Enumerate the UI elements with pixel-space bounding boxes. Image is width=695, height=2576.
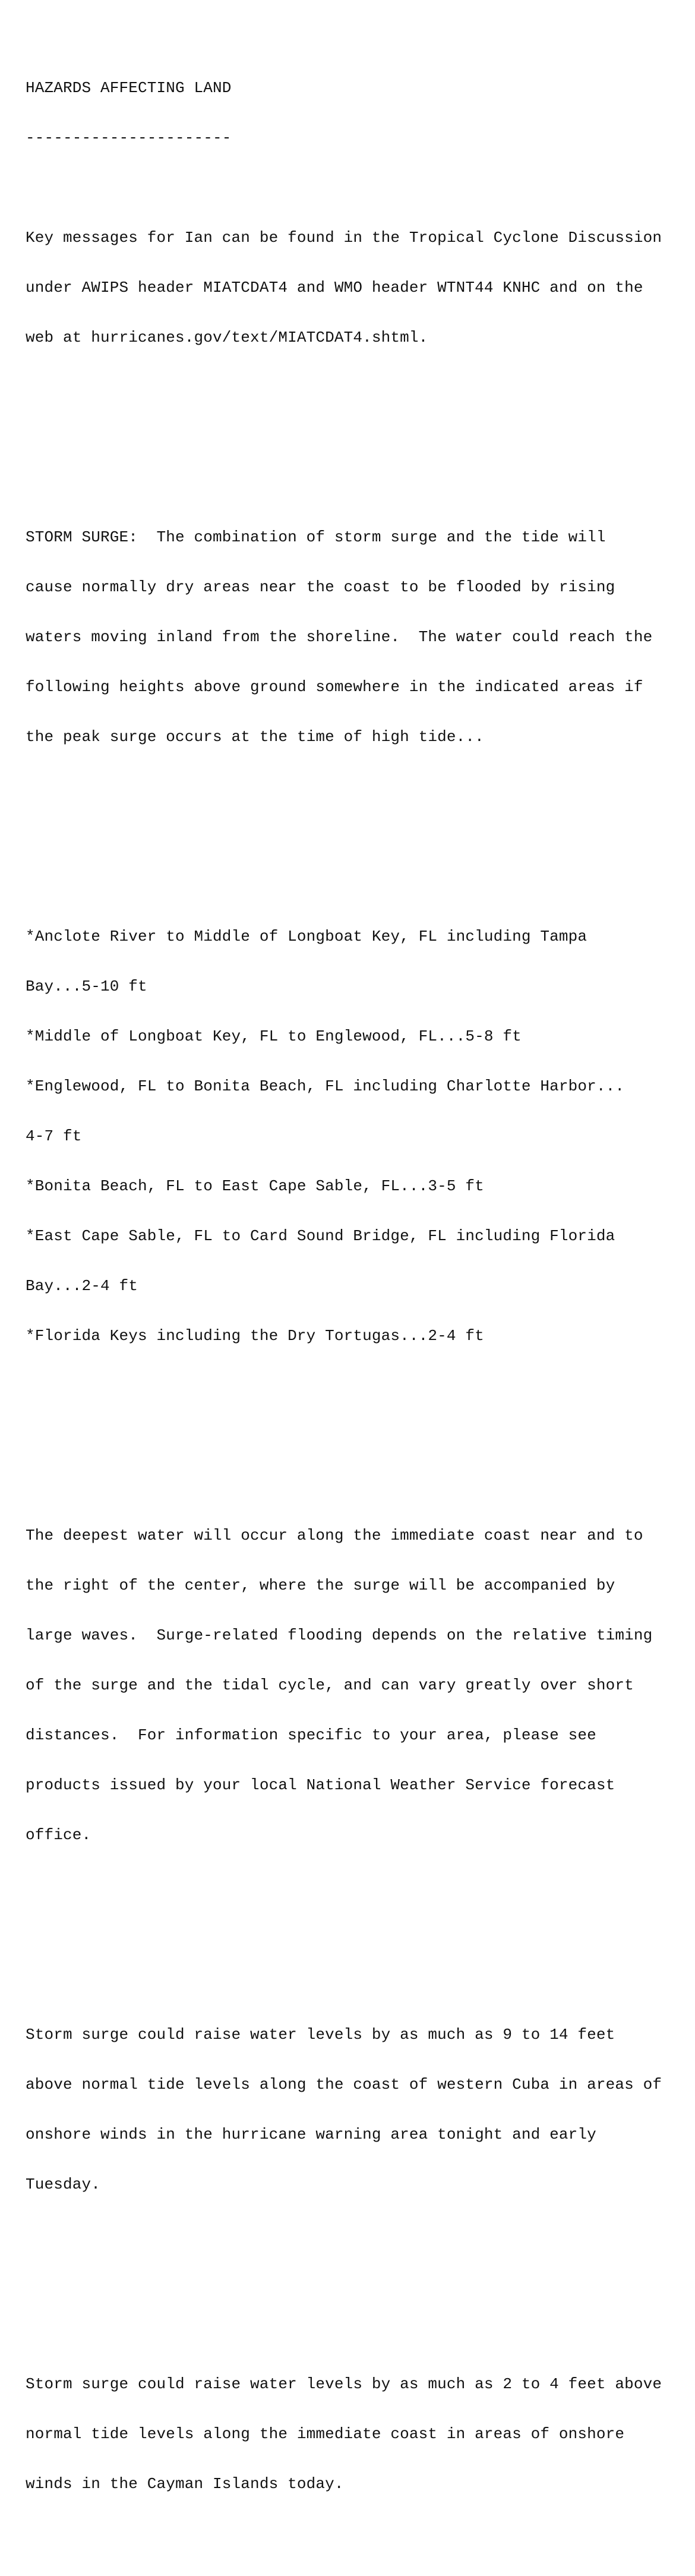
list-item: *Bonita Beach, FL to East Cape Sable, FL...3-5 ft xyxy=(26,1177,484,1195)
list-item: Bay...2-4 ft xyxy=(26,1277,138,1295)
list-item: *Middle of Longboat Key, FL to Englewood, FL...5-8 ft xyxy=(26,1027,522,1045)
paragraph-line: large waves. Surge-related flooding depends on the relative timing xyxy=(26,1626,653,1644)
paragraph-line: The deepest water will occur along the immediate coast near and to xyxy=(26,1527,643,1544)
paragraph-line: Tuesday. xyxy=(26,2175,101,2193)
cayman-surge-paragraph xyxy=(26,2342,688,2525)
paragraph-line: Key messages for Ian can be found in the Tropical Cyclone Discussion xyxy=(26,229,662,247)
paragraph-line: above normal tide levels along the coast of western Cuba in areas of xyxy=(26,2076,662,2093)
storm-surge-intro-paragraph xyxy=(26,496,688,778)
paragraph-line: onshore winds in the hurricane warning area tonight and early xyxy=(26,2126,596,2143)
paragraph-line: of the surge and the tidal cycle, and can vary greatly over short xyxy=(26,1676,634,1694)
paragraph-line: under AWIPS header MIATCDAT4 and WMO header WTNT44 KNHC and on the xyxy=(26,279,643,297)
paragraph-line: cause normally dry areas near the coast to be flooded by rising xyxy=(26,578,615,596)
paragraph-line: the peak surge occurs at the time of high tide... xyxy=(26,728,484,746)
section-heading: HAZARDS AFFECTING LAND xyxy=(26,79,232,97)
paragraph-spacer xyxy=(26,429,688,446)
paragraph-line: distances. For information specific to your area, please see xyxy=(26,1726,596,1744)
paragraph-spacer xyxy=(26,1427,688,1444)
list-item: *Englewood, FL to Bonita Beach, FL including Charlotte Harbor... xyxy=(26,1077,625,1095)
surge-areas-list xyxy=(26,895,688,1377)
key-messages-paragraph xyxy=(26,196,688,379)
paragraph-line: the right of the center, where the surge will be accompanied by xyxy=(26,1577,615,1594)
bulletin-text xyxy=(26,30,688,2575)
list-item: *East Cape Sable, FL to Card Sound Bridge, FL including Florida xyxy=(26,1227,615,1245)
paragraph-spacer xyxy=(26,2276,688,2293)
cuba-surge-paragraph xyxy=(26,1993,688,2226)
paragraph-line: Storm surge could raise water levels by as much as 9 to 14 feet xyxy=(26,2026,615,2044)
paragraph-line: waters moving inland from the shoreline. The water could reach the xyxy=(26,628,653,646)
paragraph-line: winds in the Cayman Islands today. xyxy=(26,2475,344,2493)
deepest-water-paragraph xyxy=(26,1494,688,1877)
paragraph-line: following heights above ground somewhere in the indicated areas if xyxy=(26,678,643,696)
paragraph-spacer xyxy=(26,828,688,845)
paragraph-line: web at hurricanes.gov/text/MIATCDAT4.shtml. xyxy=(26,329,428,346)
list-item: Bay...5-10 ft xyxy=(26,978,147,995)
paragraph-line: Storm surge could raise water levels by as much as 2 to 4 feet above xyxy=(26,2375,662,2393)
list-item: *Anclote River to Middle of Longboat Key, FL including Tampa xyxy=(26,928,587,945)
paragraph-line: office. xyxy=(26,1826,91,1844)
paragraph-line: products issued by your local National Weather Service forecast xyxy=(26,1776,615,1794)
paragraph-line: STORM SURGE: The combination of storm surge and the tide will xyxy=(26,528,606,546)
paragraph-line: normal tide levels along the immediate coast in areas of onshore xyxy=(26,2425,625,2443)
list-item: *Florida Keys including the Dry Tortugas...2-4 ft xyxy=(26,1327,484,1345)
section-heading-underline: ---------------------- xyxy=(26,129,232,147)
list-item: 4-7 ft xyxy=(26,1127,82,1145)
paragraph-spacer xyxy=(26,1927,688,1943)
